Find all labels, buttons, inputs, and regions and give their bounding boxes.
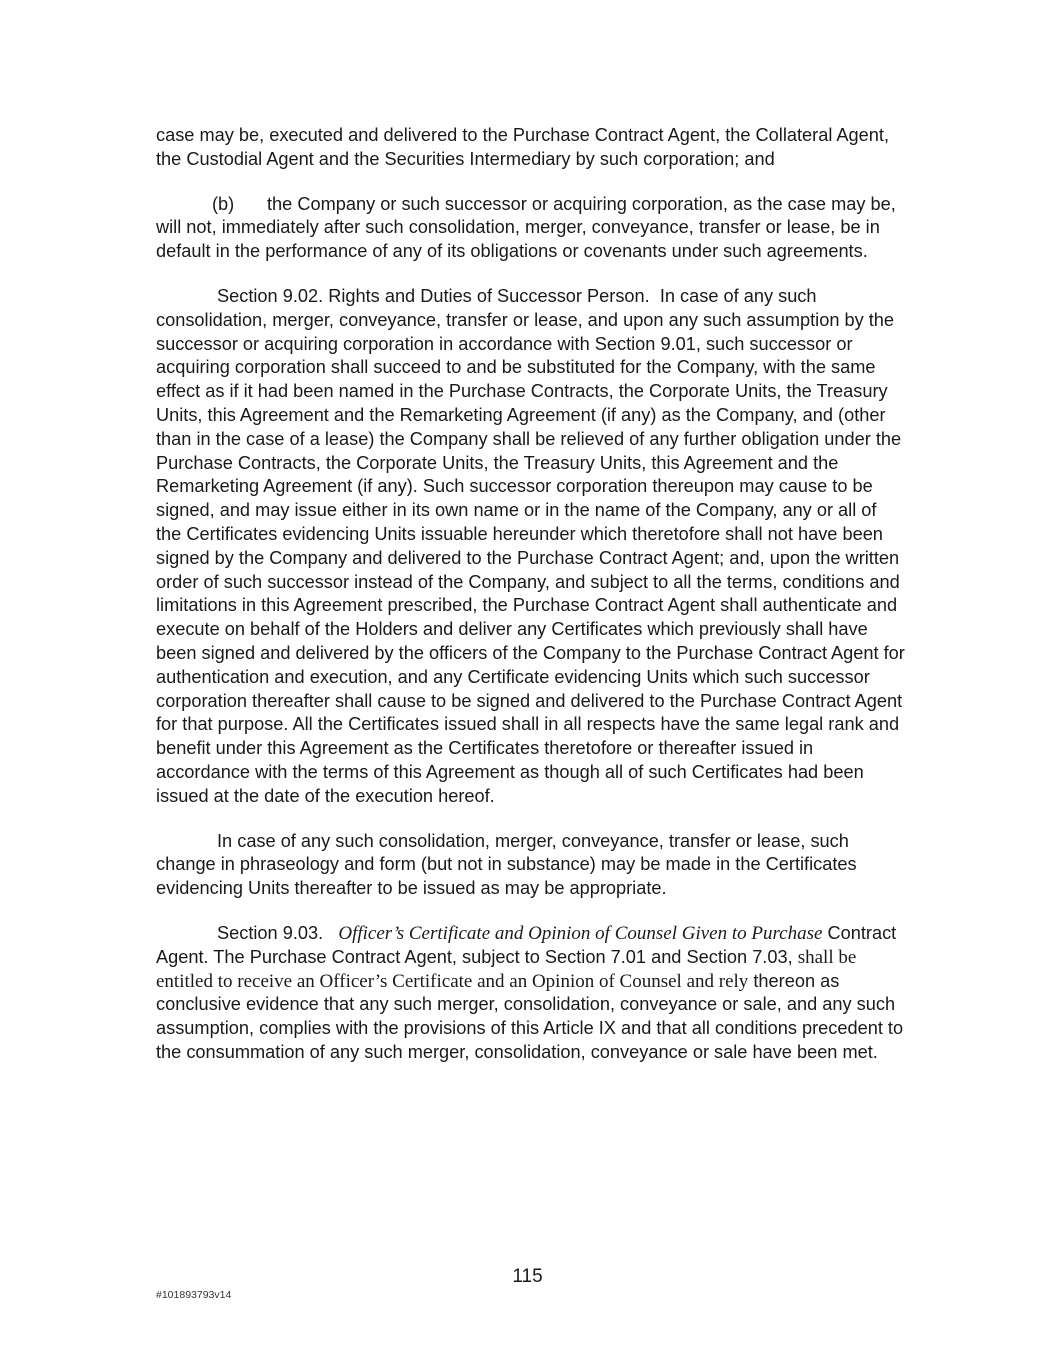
section-9-03-body-a: Contract Agent. The Purchase Contract Agent, subject to Section 7.01 and Section 7.03, (156, 922, 897, 967)
section-9-02 (156, 285, 906, 809)
section-9-03 (156, 922, 906, 1065)
section-9-02-body: In case of any such consolidation, merger, conveyance, transfer or lease, and upon any such assumption by the successor or acquiring corporation in accordance with Section 9.01, such successor or acquiring corporation shall succeed to and be substituted for the Company, with the same effect as if it had been named in the Purchase Contracts, the Corporate Units, the Treasury Units, this Agreement and the Remarketing Agreement (if any) as the Company, and (other than in the case of a lease) the Company shall be relieved of any further obligation under the Purchase Contracts, the Corporate Units, the Treasury Units, this Agreement and the Remarketing Agreement (if any). Such successor corporation thereupon may cause to be signed, and may issue either in its own name or in the name of the Company, any or all of the Certificates evidencing Units issuable hereunder which theretofore shall not have been signed by the Company and delivered to the Purchase Contract Agent; and, upon the written order of such successor instead of the Company, and subject to all the terms, conditions and limitations in this Agreement prescribed, the Purchase Contract Agent shall authenticate and execute on behalf of the Holders and deliver any Certificates which previously shall have been signed and delivered by the officers of the Company to the Purchase Contract Agent for authentication and execution, and any Certificate evidencing Units which such successor corporation thereafter shall cause to be signed and delivered to the Purchase Contract Agent for that purpose. All the Certificates issued shall in all respects have the same legal rank and benefit under this Agreement as the Certificates theretofore or thereafter issued in accordance with the terms of this Agreement as though all of such Certificates had been issued at the date of the execution hereof. (156, 285, 905, 806)
section-9-02-heading: Section 9.02. Rights and Duties of Successor Person. (217, 285, 650, 306)
page-number: 115 (512, 1266, 543, 1287)
document-id: #101893793v14 (156, 1289, 232, 1301)
section-9-03-body-c: thereon as conclusive evidence that any such merger, consolidation, conveyance or sale, and any such assumption, complies with the provisions of this Article IX and that all conditions precedent to the consummation of any such merger, consolidation, conveyance or sale have been met. (156, 970, 904, 1062)
paragraph-continuation: case may be, executed and delivered to the Purchase Contract Agent, the Collateral Agent, the Custodial Agent and the Securities Intermediary by such corporation; and (156, 125, 890, 169)
document-body (156, 124, 906, 1086)
section-9-03-label: Section 9.03. (217, 922, 324, 943)
paragraph-phraseology: In case of any such consolidation, merger, conveyance, transfer or lease, such change in phraseology and form (but not in substance) may be made in the Certificates evidencing Units thereafter to be issued as may be appropriate. (156, 830, 857, 899)
section-9-03-title: Officer’s Certificate and Opinion of Counsel Given to Purchase (338, 922, 823, 944)
clause-label: (b) (212, 193, 235, 214)
clause-text: the Company or such successor or acquiring corporation, as the case may be, will not, immediately after such consolidation, merger, conveyance, transfer or lease, be in default in the performance of any of its obligations or covenants under such agreements. (156, 193, 896, 262)
paragraph-clause-b (156, 193, 906, 264)
section-9-03-body-b: shall be entitled to receive an Officer’s Certificate and an Opinion of Counsel and rely (156, 946, 857, 992)
